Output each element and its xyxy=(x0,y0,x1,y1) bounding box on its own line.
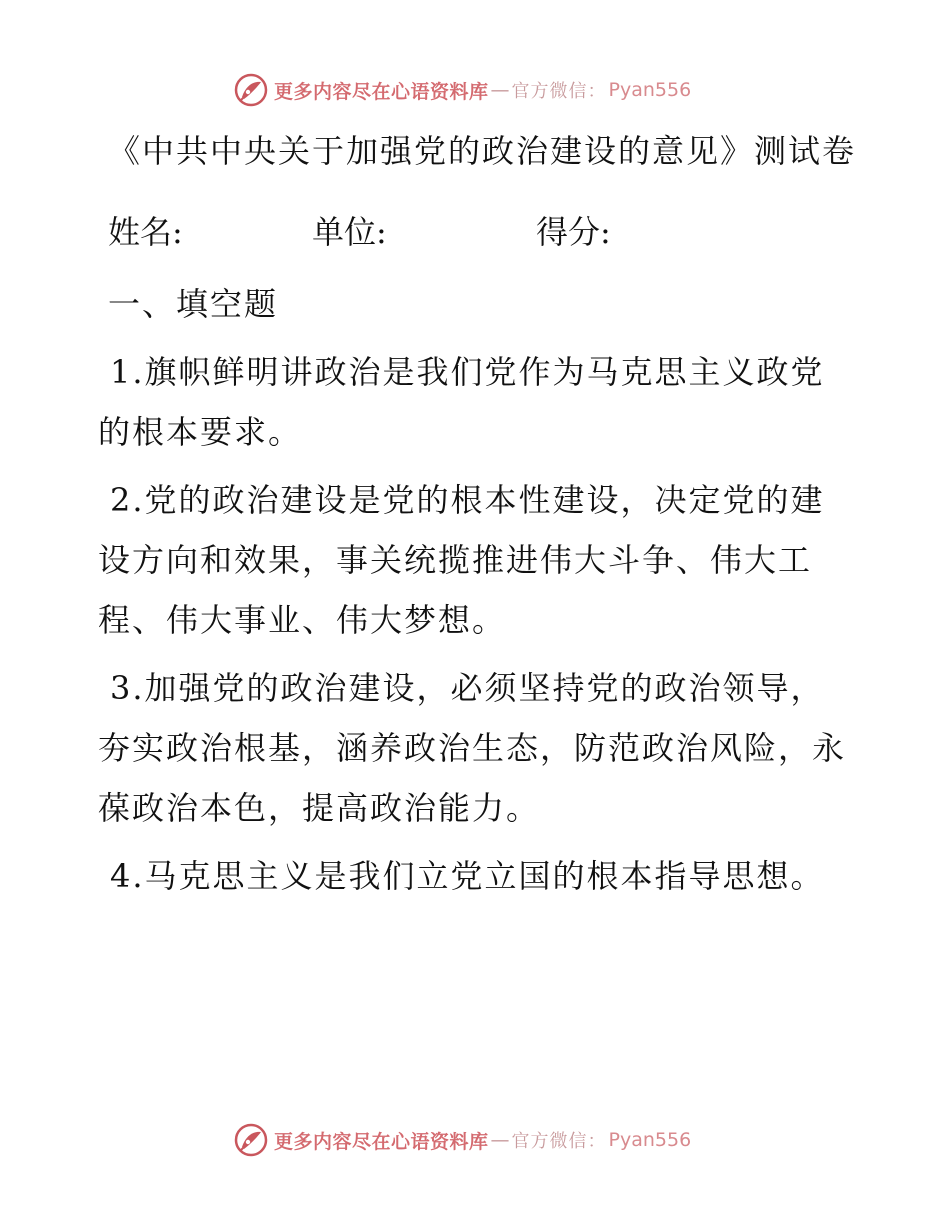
document-body xyxy=(98,122,858,906)
pen-logo-icon xyxy=(234,1123,268,1157)
question-number: 2. xyxy=(110,481,145,519)
watermark-id: Pyan556 xyxy=(608,1129,692,1151)
header-watermark xyxy=(234,72,691,108)
watermark-id: Pyan556 xyxy=(608,79,692,101)
question-text: 党的政治建设是党的根本性建设，决定党的建设方向和效果，事关统揽推进伟大斗争、伟大工程、伟大事业、伟大梦想。 xyxy=(98,481,825,639)
section-title: 一、填空题 xyxy=(108,285,279,323)
document-title: 《中共中央关于加强党的政治建设的意见》测试卷 xyxy=(108,132,857,170)
watermark-site-text: 更多内容尽在心语资料库 xyxy=(274,1130,489,1153)
question-text: 旗帜鲜明讲政治是我们党作为马克思主义政党的根本要求。 xyxy=(98,353,825,451)
watermark-dash: — xyxy=(490,79,510,101)
info-row xyxy=(98,202,858,262)
question-item xyxy=(98,846,858,906)
footer-watermark xyxy=(234,1122,691,1158)
question-item xyxy=(98,658,858,838)
question-number: 4. xyxy=(110,857,145,895)
watermark-site-text: 更多内容尽在心语资料库 xyxy=(274,80,489,103)
watermark-label: 官方微信： xyxy=(511,81,607,102)
question-number: 1. xyxy=(110,353,145,391)
unit-label: 单位: xyxy=(312,213,387,251)
question-number: 3. xyxy=(110,669,145,707)
name-label: 姓名: xyxy=(108,213,183,251)
question-text: 马克思主义是我们立党立国的根本指导思想。 xyxy=(144,857,825,895)
question-item xyxy=(98,342,858,462)
watermark-dash: — xyxy=(490,1129,510,1151)
question-item xyxy=(98,470,858,650)
pen-logo-icon xyxy=(234,73,268,107)
score-label: 得分: xyxy=(536,213,611,251)
watermark-label: 官方微信： xyxy=(511,1131,607,1152)
question-text: 加强党的政治建设，必须坚持党的政治领导，夯实政治根基，涵养政治生态，防范政治风险，永葆政治本色，提高政治能力。 xyxy=(98,669,847,827)
